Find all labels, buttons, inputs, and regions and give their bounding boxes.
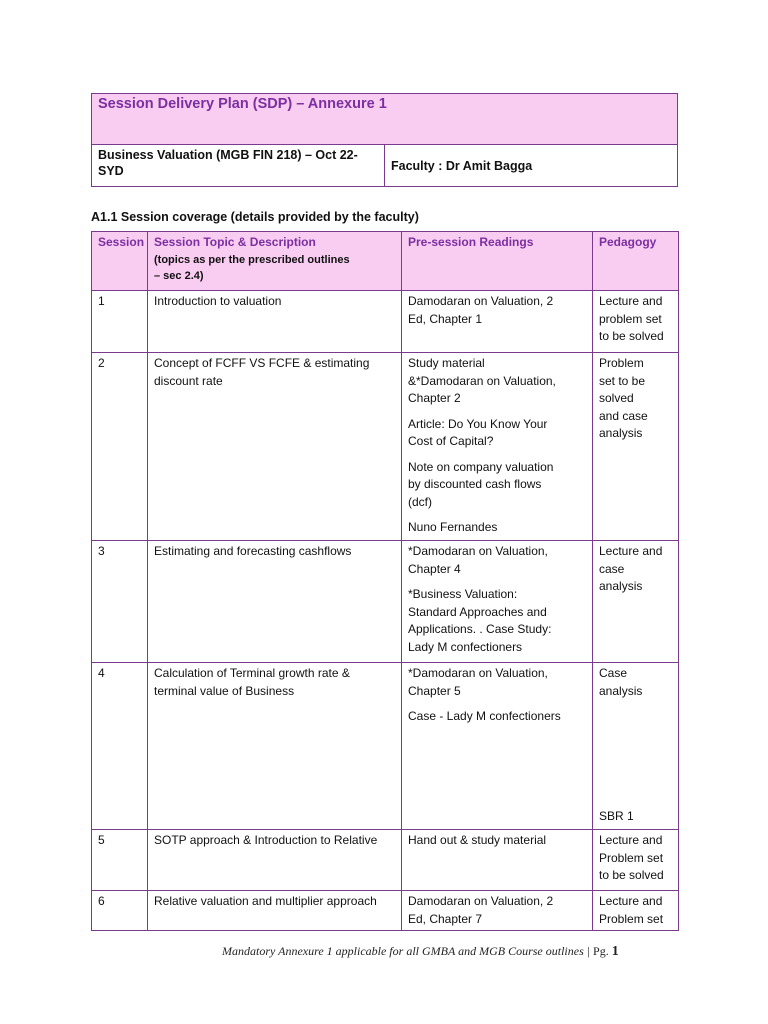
header-topic-label: Session Topic & Description	[154, 235, 316, 249]
session-topic	[148, 663, 402, 830]
reading-line: Lady M confectioners	[408, 639, 523, 654]
reading-item	[408, 459, 586, 512]
reading-line: *Business Valuation:	[408, 587, 518, 601]
session-number: 5	[92, 830, 148, 891]
session-pedagogy	[593, 541, 679, 663]
session-coverage-table	[91, 231, 679, 931]
pedagogy-line: and case	[599, 408, 648, 423]
session-number: 2	[92, 353, 148, 541]
table-row	[92, 663, 679, 830]
session-readings: Hand out & study material	[402, 830, 593, 891]
reading-line: Applications. . Case Study:	[408, 622, 552, 636]
topic-line: terminal value of Business	[154, 683, 295, 698]
pedagogy-line: Lecture and	[599, 833, 663, 847]
course-line-1: Business Valuation (MGB FIN 218) – Oct 22-	[98, 148, 358, 162]
topic-line: discount rate	[154, 373, 223, 388]
session-pedagogy	[593, 830, 679, 891]
table-row	[92, 541, 679, 663]
session-pedagogy	[593, 891, 679, 931]
pedagogy-line: Lecture and	[599, 894, 663, 908]
session-readings	[402, 353, 593, 541]
pedagogy-line: case	[599, 561, 625, 576]
session-number: 4	[92, 663, 148, 830]
topic-line: Calculation of Terminal growth rate &	[154, 666, 350, 680]
reading-line: Chapter 5	[408, 683, 461, 698]
pedagogy-line: analysis	[599, 426, 643, 440]
reading-item	[408, 416, 586, 451]
session-topic: Relative valuation and multiplier approach	[148, 891, 402, 931]
topic-line: Concept of FCFF VS FCFE & estimating	[154, 356, 370, 370]
session-topic	[148, 353, 402, 541]
faculty-name: Faculty : Dr Amit Bagga	[385, 145, 678, 187]
header-session: Session	[92, 232, 148, 291]
reading-line: Cost of Capital?	[408, 434, 494, 448]
session-topic: SOTP approach & Introduction to Relative	[148, 830, 402, 891]
pedagogy-line: Problem	[599, 356, 644, 370]
pedagogy-line: analysis	[599, 579, 643, 593]
table-row	[92, 830, 679, 891]
footer-annexure-number: 1	[326, 944, 333, 958]
reading-item: Case - Lady M confectioners	[408, 709, 561, 723]
reading-line: by discounted cash flows	[408, 477, 542, 491]
reading-line: Ed, Chapter 1	[408, 311, 483, 326]
reading-line: &*Damodaran on Valuation,	[408, 373, 556, 388]
section-heading: A1.1 Session coverage (details provided by the faculty)	[91, 210, 419, 224]
header-table	[91, 93, 678, 187]
pedagogy-line: problem set	[599, 311, 662, 326]
course-name	[92, 145, 385, 187]
header-readings: Pre-session Readings	[402, 232, 593, 291]
session-pedagogy	[593, 353, 679, 541]
sbr-label: SBR 1	[599, 808, 634, 823]
session-pedagogy	[593, 291, 679, 353]
table-row	[92, 291, 679, 353]
reading-item	[408, 355, 586, 408]
session-number: 6	[92, 891, 148, 931]
document-title: Session Delivery Plan (SDP) – Annexure 1	[92, 94, 678, 145]
reading-line: *Damodaran on Valuation,	[408, 666, 548, 680]
footer-text-continued: applicable for all GMBA and MGB Course outlines |	[332, 944, 594, 958]
pedagogy-line: Case	[599, 666, 628, 680]
session-number: 1	[92, 291, 148, 353]
course-line-2: SYD	[98, 164, 124, 178]
pedagogy-line: to be solved	[599, 329, 664, 343]
pedagogy-line: Lecture and	[599, 544, 663, 558]
reading-line: Damodaran on Valuation, 2	[408, 894, 554, 908]
reading-line: Ed, Chapter 7	[408, 911, 483, 926]
pedagogy-line: Problem set	[599, 850, 664, 865]
pedagogy-line: Lecture and	[599, 294, 663, 308]
reading-line: *Damodaran on Valuation,	[408, 544, 548, 558]
footer-page-label: Pg.	[593, 944, 612, 958]
session-readings	[402, 663, 593, 830]
session-readings	[402, 541, 593, 663]
session-number: 3	[92, 541, 148, 663]
reading-item	[408, 665, 586, 700]
table-row	[92, 891, 679, 931]
reading-line: Article: Do You Know Your	[408, 416, 548, 431]
reading-line: Study material	[408, 356, 485, 370]
reading-item	[408, 586, 586, 656]
pedagogy-line: analysis	[599, 683, 643, 698]
table-header-row	[92, 232, 679, 291]
reading-line: Standard Approaches and	[408, 604, 547, 619]
reading-item: Nuno Fernandes	[408, 520, 498, 534]
reading-line: Note on company valuation	[408, 459, 554, 474]
pedagogy-line: to be solved	[599, 868, 664, 882]
table-row	[92, 353, 679, 541]
reading-line: Chapter 4	[408, 561, 461, 576]
footer-text: Mandatory Annexure	[222, 944, 327, 958]
reading-line: Chapter 2	[408, 391, 461, 405]
header-topic-sub-1: (topics as per the prescribed outlines	[154, 253, 350, 266]
pedagogy-line: set to be	[599, 373, 646, 388]
header-topic-sub-2: – sec 2.4)	[154, 269, 204, 282]
session-readings	[402, 891, 593, 931]
page-number: 1	[611, 944, 619, 959]
reading-line: Damodaran on Valuation, 2	[408, 294, 554, 308]
header-pedagogy: Pedagogy	[593, 232, 679, 291]
page-footer	[222, 944, 619, 960]
reading-line: (dcf)	[408, 494, 432, 509]
reading-item	[408, 543, 586, 578]
session-readings	[402, 291, 593, 353]
session-pedagogy	[593, 663, 679, 830]
session-topic: Introduction to valuation	[148, 291, 402, 353]
session-topic: Estimating and forecasting cashflows	[148, 541, 402, 663]
header-topic	[148, 232, 402, 291]
pedagogy-line: solved	[599, 391, 634, 405]
pedagogy-line: Problem set	[599, 911, 664, 926]
